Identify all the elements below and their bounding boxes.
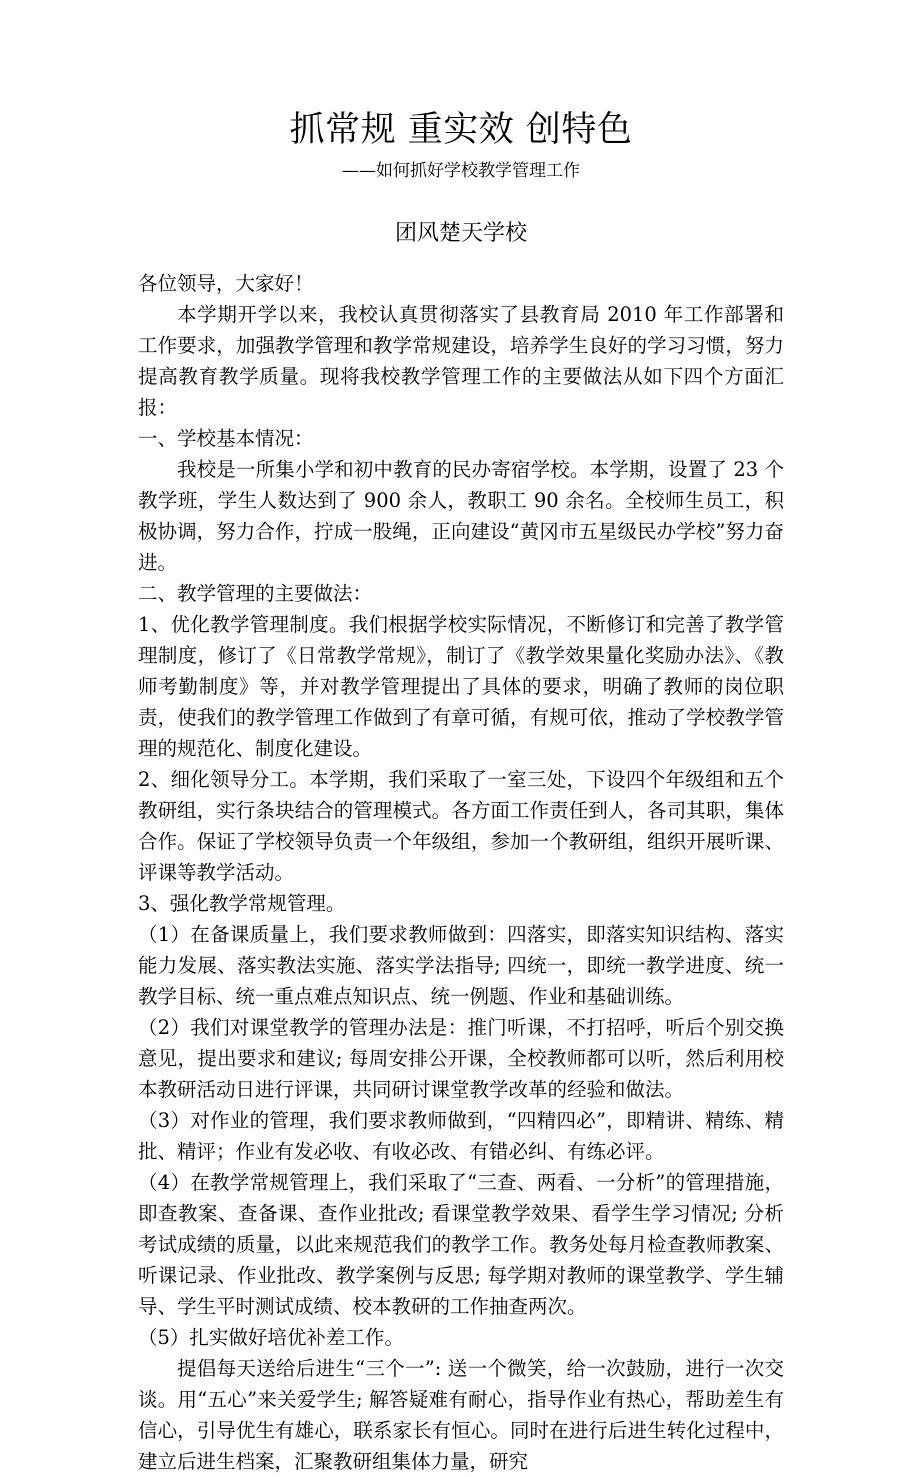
- paragraph-item-3-sub-3: （3）对作业的管理，我们要求教师做到，“四精四必”，即精讲、精练、精批、精评；作业有发必收、有收必改、有错必纠、有练必评。: [138, 1109, 784, 1163]
- paragraph-item-3-sub-4: （4）在教学常规管理上，我们采取了“三查、两看、一分析”的管理措施，即查教案、查备课、查作业批改; 看课堂教学效果、看学生学习情况; 分析考试成绩的质量，以此来规范我们的教学工作。教务处每月检查教师教案、听课记录、作业批改、教学案例与反思; 每学期对教师的课堂教学、学生辅导、学生平时测试成绩、校本教研的工作抽查两次。: [138, 1171, 784, 1318]
- page-title: 抓常规 重实效 创特色: [289, 110, 633, 150]
- paragraph-section-1-heading: 一、学校基本情况：: [138, 427, 314, 450]
- paragraph-item-3-sub-1: （1）在备课质量上，我们要求教师做到：四落实，即落实知识结构、落实能力发展、落实教法实施、落实学法指导; 四统一，即统一教学进度、统一教学目标、统一重点难点知识点、统一例题、作业和基础训练。: [138, 923, 784, 1008]
- page-subtitle: ——如何抓好学校教学管理工作: [342, 161, 580, 181]
- paragraph-section-2-heading: 二、教学管理的主要做法：: [138, 582, 373, 605]
- paragraph-item-3-sub-2: （2）我们对课堂教学的管理办法是：推门听课，不打招呼，听后个别交换意见，提出要求和建议; 每周安排公开课，全校教师都可以听，然后利用校本教研活动日进行评课，共同研讨课堂教学改革的经验和做法。: [138, 1016, 784, 1101]
- paragraph-item-3: 3、强化教学常规管理。: [138, 892, 346, 915]
- organization-name: 团风楚天学校: [394, 221, 527, 246]
- paragraph-item-3-sub-5: （5）扎实做好培优补差工作。: [138, 1326, 404, 1349]
- paragraph-opening-summary: 本学期开学以来，我校认真贯彻落实了县教育局 2010 年工作部署和工作要求，加强教学管理和教学常规建设，培养学生良好的学习习惯，努力提高教育教学质量。现将我校教学管理工作的主要做法从如下四个方面汇报：: [138, 303, 784, 419]
- paragraph-item-1: 1、优化教学管理制度。我们根据学校实际情况，不断修订和完善了教学管理制度，修订了《日常教学常规》，制订了《教学效果量化奖励办法》、《教师考勤制度》等，并对教学管理提出了具体的要求，明确了教师的岗位职责，使我们的教学管理工作做到了有章可循，有规可依，推动了学校教学管理的规范化、制度化建设。: [138, 613, 784, 760]
- paragraph-item-3-sub-5-body: 提倡每天送给后进生“三个一”: 送一个微笑，给一次鼓励，进行一次交谈。用“五心”来关爱学生; 解答疑难有耐心，指导作业有热心，帮助差生有信心，引导优生有雄心，联系家长有恒心。同时在进行后进生转化过程中，建立后进生档案，汇聚教研组集体力量，研究: [138, 1357, 784, 1473]
- paragraph-greeting: 各位领导，大家好！: [138, 272, 314, 295]
- paragraph-item-2: 2、细化领导分工。本学期，我们采取了一室三处，下设四个年级组和五个教研组，实行条块结合的管理模式。各方面工作责任到人，各司其职，集体合作。保证了学校领导负责一个年级组，参加一个教研组，组织开展听课、评课等教学活动。: [138, 768, 784, 884]
- document-content: [138, 0, 784, 1477]
- paragraph-section-1-body: 我校是一所集小学和初中教育的民办寄宿学校。本学期，设置了 23 个教学班，学生人数达到了 900 余人，教职工 90 余名。全校师生员工，积极协调，努力合作，拧成一股绳，正向建设“黄冈市五星级民办学校”努力奋进。: [138, 458, 784, 574]
- document-body: [138, 254, 784, 1477]
